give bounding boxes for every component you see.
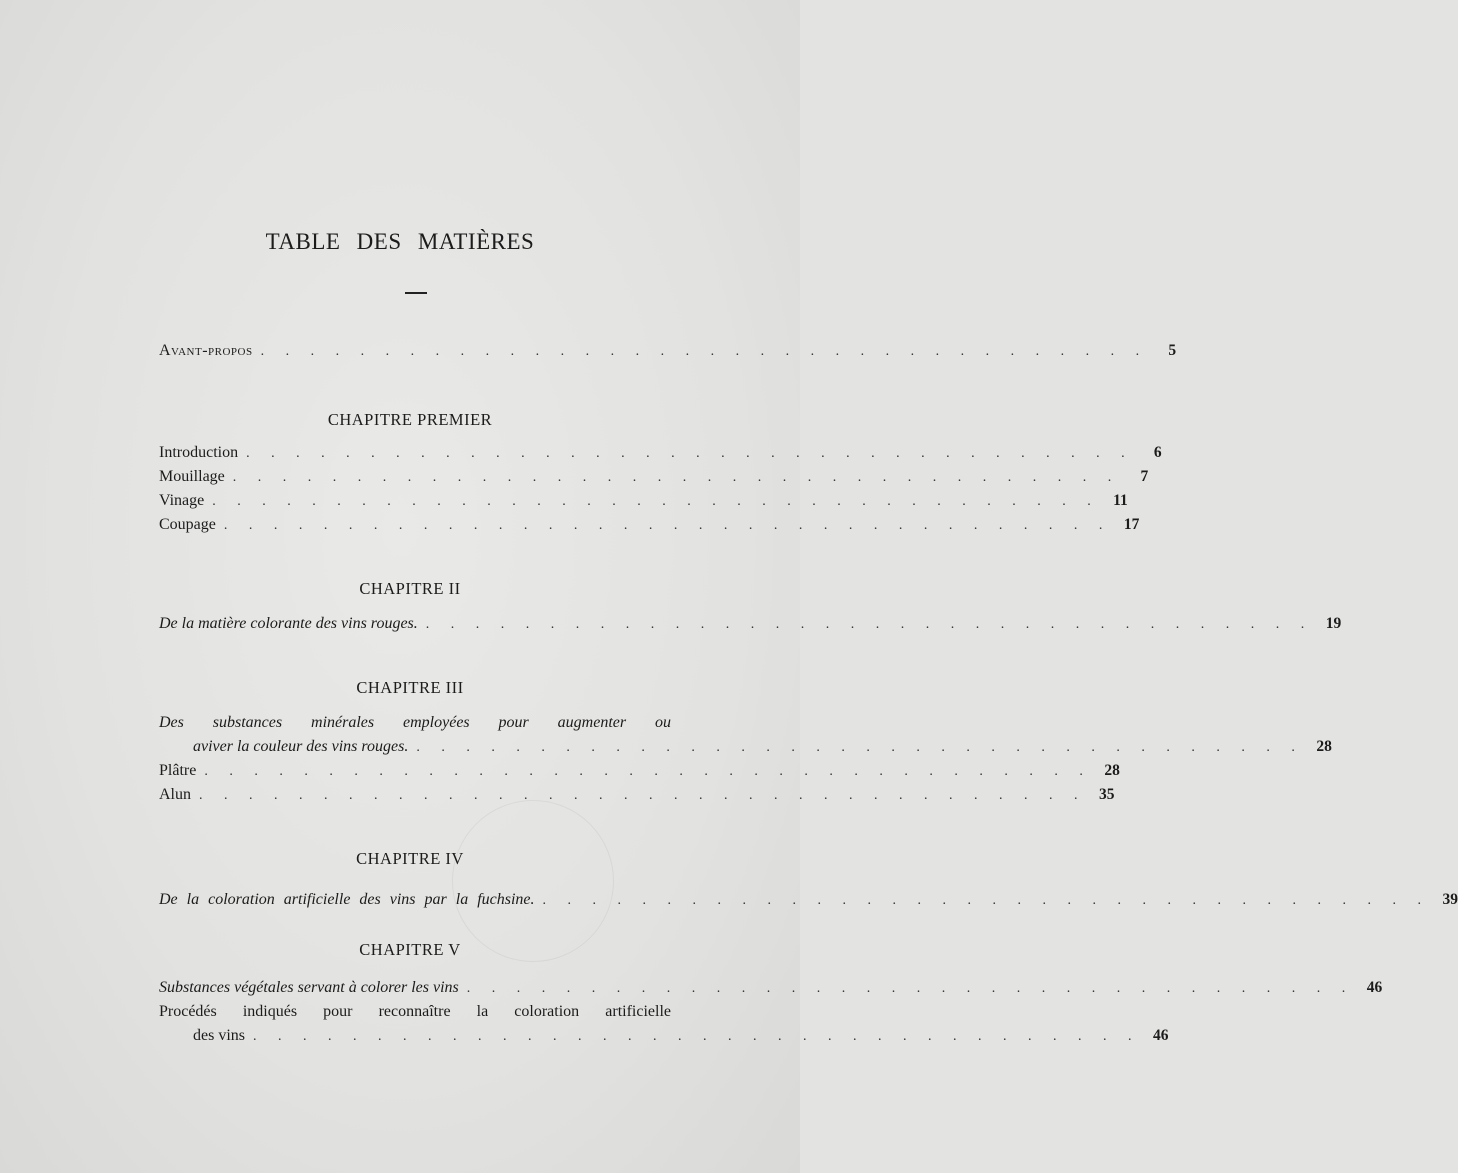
toc-page-number: 11 — [1113, 492, 1128, 509]
toc-entry-label: aviver la couleur des vins rouges. — [193, 738, 409, 755]
toc-entry-coupage[interactable] — [159, 516, 1140, 540]
toc-entry-alun[interactable] — [159, 786, 1115, 810]
toc-entry-label: Alun — [159, 786, 191, 803]
chapter-heading-5: CHAPITRE V — [359, 940, 461, 959]
toc-entry-label: De la matière colorante des vins rouges. — [159, 615, 418, 632]
chapter-heading-2: CHAPITRE II — [359, 579, 461, 598]
toc-page-number: 5 — [1168, 342, 1177, 359]
toc-page-number: 19 — [1325, 615, 1342, 632]
toc-leader-dots: . . . . . . . . . . . . . . . . . . . . . . . . . . . . . . . . . . . . — [246, 446, 1134, 461]
toc-entry-label: des vins — [193, 1027, 245, 1044]
toc-page-number: 46 — [1153, 1027, 1169, 1044]
toc-entry-procedes[interactable] — [193, 1027, 1169, 1051]
page-title: TABLE DES MATIÈRES — [265, 229, 535, 254]
toc-page-number: 28 — [1104, 762, 1120, 779]
chapter-heading-3: CHAPITRE III — [356, 678, 464, 697]
faded-stamp-mark — [452, 800, 614, 962]
toc-entry-vinage[interactable] — [159, 492, 1128, 516]
toc-entry-introduction[interactable] — [159, 444, 1162, 468]
toc-entry-label: Substances végétales servant à colorer les vins — [159, 979, 459, 996]
toc-leader-dots: . . . . . . . . . . . . . . . . . . . . . . . . . . . . . . . . . . . . — [542, 893, 1431, 908]
toc-leader-dots: . . . . . . . . . . . . . . . . . . . . . . . . . . . . . . . . . . . . — [232, 470, 1121, 485]
toc-page-number: 28 — [1316, 738, 1332, 755]
chapter-heading-1: CHAPITRE PREMIER — [327, 410, 493, 429]
toc-entry-procedes-line1[interactable]: Procédés indiqués pour reconnaître la coloration artificielle — [159, 1003, 671, 1020]
toc-entry-label: Plâtre — [159, 762, 197, 779]
toc-entry-substances-minerales-line1[interactable]: Des substances minérales employées pour augmenter ou — [159, 714, 671, 731]
toc-entry-substances-vegetales[interactable] — [159, 979, 1383, 1003]
toc-entry-label: De la coloration artificielle des vins par la fuchsine. — [159, 891, 535, 908]
toc-page-number: 35 — [1099, 786, 1115, 803]
toc-entry-label: Introduction — [159, 444, 239, 461]
toc-leader-dots: . . . . . . . . . . . . . . . . . . . . . . . . . . . . . . . . . . . . — [212, 494, 1100, 509]
toc-entry-substances-minerales[interactable] — [193, 738, 1332, 762]
toc-leader-dots: . . . . . . . . . . . . . . . . . . . . . . . . . . . . . . . . . . . . — [425, 617, 1314, 632]
toc-page-number: 6 — [1153, 444, 1162, 461]
toc-entry-mouillage[interactable] — [159, 468, 1149, 492]
toc-entry-matiere-colorante[interactable] — [159, 615, 1342, 639]
toc-leader-dots: . . . . . . . . . . . . . . . . . . . . . . . . . . . . . . . . . . . . — [199, 788, 1087, 803]
toc-leader-dots: . . . . . . . . . . . . . . . . . . . . . . . . . . . . . . . . . . . . — [466, 981, 1355, 996]
toc-leader-dots: . . . . . . . . . . . . . . . . . . . . . . . . . . . . . . . . . . . . — [253, 1029, 1141, 1044]
toc-entry-label: Coupage — [159, 516, 216, 533]
toc-entry-label: Mouillage — [159, 468, 225, 485]
toc-page-number: 39 — [1442, 891, 1458, 908]
toc-entry-platre[interactable] — [159, 762, 1120, 786]
toc-page-number: 7 — [1140, 468, 1149, 485]
toc-leader-dots: . . . . . . . . . . . . . . . . . . . . . . . . . . . . . . . . . . . . — [223, 518, 1112, 533]
toc-page-number: 46 — [1366, 979, 1383, 996]
title-rule — [405, 292, 427, 294]
toc-leader-dots: . . . . . . . . . . . . . . . . . . . . . . . . . . . . . . . . . . . . — [416, 740, 1304, 755]
toc-page-number: 17 — [1123, 516, 1140, 533]
toc-leader-dots: . . . . . . . . . . . . . . . . . . . . . . . . . . . . . . . . . . . . — [260, 344, 1149, 359]
chapter-heading-4: CHAPITRE IV — [356, 849, 464, 868]
toc-entry-avant-propos[interactable] — [159, 342, 1177, 366]
toc-entry-label: Avant-propos — [159, 342, 253, 359]
toc-entry-label: Vinage — [159, 492, 205, 509]
toc-leader-dots: . . . . . . . . . . . . . . . . . . . . . . . . . . . . . . . . . . . . — [204, 764, 1092, 779]
